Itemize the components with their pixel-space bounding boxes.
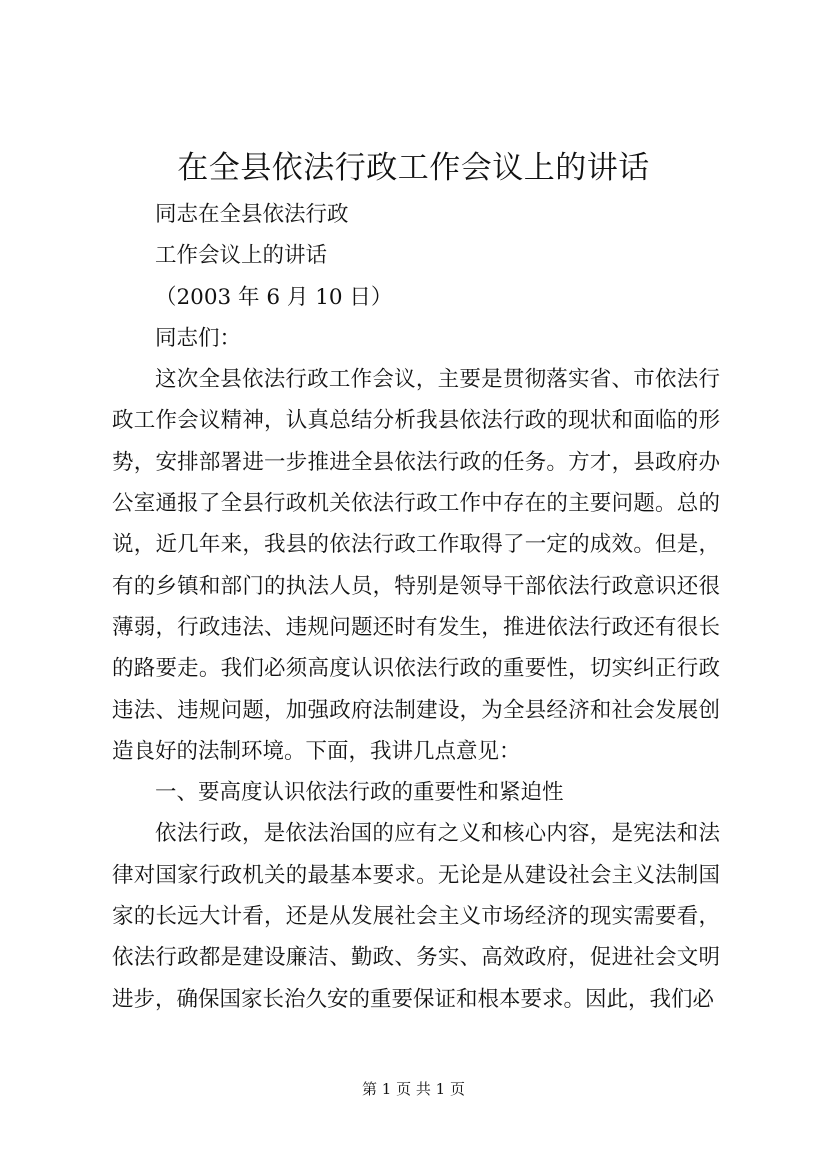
document-body bbox=[112, 194, 720, 1020]
paragraph-intro: 这次全县依法行政工作会议，主要是贯彻落实省、市依法行政工作会议精神，认真总结分析我县依法行政的现状和面临的形势，安排部署进一步推进全县依法行政的任务。方才，县政府办公室通报了全县行政机关依法行政工作中存在的主要问题。总的说，近几年来，我县的依法行政工作取得了一定的成效。但是，有的乡镇和部门的执法人员，特别是领导干部依法行政意识还很薄弱，行政违法、违规问题还时有发生，推进依法行政还有很长的路要走。我们必须高度认识依法行政的重要性，切实纠正行政违法、违规问题，加强政府法制建设，为全县经济和社会发展创造良好的法制环境。下面，我讲几点意见： bbox=[112, 367, 720, 764]
speaker-line: 同志在全县依法行政 bbox=[155, 202, 349, 227]
speech-date: （2003 年 6 月 10 日） bbox=[155, 284, 393, 310]
document-title: 在全县依法行政工作会议上的讲话 bbox=[177, 150, 650, 186]
section-heading-1: 一、要高度认识依法行政的重要性和紧迫性 bbox=[155, 780, 564, 806]
page-footer: 第 1 页 共 1 页 bbox=[362, 1080, 465, 1098]
speech-subtitle: 工作会议上的讲话 bbox=[155, 243, 328, 269]
paragraph-section-1: 依法行政，是依法治国的应有之义和核心内容，是宪法和法律对国家行政机关的最基本要求。无论是从建设社会主义法制国家的长远大计看，还是从发展社会主义市场经济的现实需要看，依法行政都是建设廉洁、勤政、务实、高效政府，促进社会文明进步，确保国家长治久安的重要保证和根本要求。因此，我们必 bbox=[112, 821, 720, 1012]
salutation: 同志们： bbox=[155, 325, 242, 351]
